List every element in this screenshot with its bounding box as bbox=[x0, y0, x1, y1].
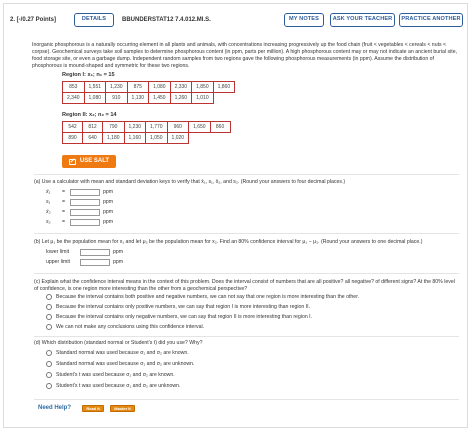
s1-row: s₁ = ppm bbox=[46, 199, 114, 206]
table-cell: 1,020 bbox=[167, 133, 189, 144]
field-label: x̄₁ bbox=[46, 189, 51, 196]
divider bbox=[34, 174, 459, 175]
table-row bbox=[63, 133, 231, 144]
unit-label: ppm bbox=[113, 249, 124, 256]
xbar2-row: x̄₂ = ppm bbox=[46, 209, 114, 216]
part-d-option-2[interactable] bbox=[46, 361, 195, 368]
table-row bbox=[63, 82, 235, 93]
question-content bbox=[32, 42, 460, 70]
table-cell: 1,860 bbox=[213, 82, 235, 93]
region-1-table bbox=[62, 81, 235, 104]
unit-label: ppm bbox=[113, 259, 124, 266]
table-cell: 890 bbox=[63, 133, 83, 144]
radio-button[interactable] bbox=[46, 304, 52, 310]
xbar1-row: x̄₁ = ppm bbox=[46, 189, 114, 196]
option-label: Student's t was used because σ₁ and σ₂ are known. bbox=[56, 372, 175, 378]
part-c-prompt: (c) Explain what the confidence interval means in the context of this problem. Does the interval consist of numbers that are all positive? all negative? of different signs? At the 80% level of confidence, is one region more interesting than the other from a geochemical perspective? bbox=[34, 279, 455, 292]
option-label: Standard normal was used because σ₁ and σ₂ are known. bbox=[56, 350, 189, 356]
question-card bbox=[3, 3, 468, 428]
need-help-label: Need Help? bbox=[38, 405, 72, 411]
unit-label: ppm bbox=[103, 219, 114, 226]
practice-another-button[interactable]: PRACTICE ANOTHER bbox=[399, 13, 463, 27]
problem-statement: Inorganic phosphorous is a naturally occurring element in all plants and animals, with concentrations increasing progressively up the food chain (fruit < vegetables < cereals < nuts < corpse). Geochemical surveys take soil samples to determine phosphorous content (in ppm, parts per million). A high phosphorous content may or may not indicate an ancient burial site, food storage site, or even a garbage dump. Independent random samples from two regions gave the following phosphorous measurements (in ppm). Assume the distribution of phosphorous is mound-shaped and symmetric for these two regions. bbox=[32, 42, 458, 70]
divider bbox=[34, 273, 459, 274]
region-2-table bbox=[62, 121, 231, 144]
region-1-label: Region I: x₁; n₁ = 15 bbox=[62, 72, 115, 78]
s1-input[interactable] bbox=[70, 199, 100, 206]
table-cell: 1,230 bbox=[124, 122, 146, 133]
divider bbox=[34, 233, 459, 234]
region-2-label: Region II: x₂; n₂ = 14 bbox=[62, 112, 117, 118]
details-button[interactable]: DETAILS bbox=[74, 13, 114, 27]
table-cell: 1,450 bbox=[149, 93, 171, 104]
question-header bbox=[4, 4, 467, 37]
radio-button[interactable] bbox=[46, 350, 52, 356]
table-cell: 1,180 bbox=[103, 133, 125, 144]
table-cell: 1,770 bbox=[146, 122, 168, 133]
table-cell: 1,650 bbox=[189, 122, 211, 133]
table-cell: 1,850 bbox=[192, 82, 214, 93]
field-label: x̄₂ bbox=[46, 209, 51, 216]
table-cell: 960 bbox=[167, 122, 189, 133]
s2-row: s₂ = ppm bbox=[46, 219, 114, 226]
unit-label: ppm bbox=[103, 189, 114, 196]
table-cell: 1,230 bbox=[106, 82, 128, 93]
xbar2-input[interactable] bbox=[70, 209, 100, 216]
table-cell: 542 bbox=[63, 122, 83, 133]
table-cell: 1,050 bbox=[146, 133, 168, 144]
field-label: s₁ bbox=[46, 199, 51, 206]
master-it-button[interactable]: Master It bbox=[110, 405, 135, 412]
option-label: We can not make any conclusions using this confidence interval. bbox=[56, 324, 205, 330]
use-salt-label: USE SALT bbox=[79, 157, 110, 164]
radio-button[interactable] bbox=[46, 314, 52, 320]
table-cell: 812 bbox=[83, 122, 103, 133]
radio-button[interactable] bbox=[46, 383, 52, 389]
radio-button[interactable] bbox=[46, 372, 52, 378]
option-label: Because the interval contains only negative numbers, we can say that region II is more interesting than region I. bbox=[56, 314, 313, 320]
option-label: Because the interval contains only positive numbers, we can say that region I is more interesting than region II. bbox=[56, 304, 311, 310]
ask-teacher-button[interactable]: ASK YOUR TEACHER bbox=[330, 13, 395, 27]
table-cell: 1,551 bbox=[84, 82, 106, 93]
lower-limit-row bbox=[46, 249, 123, 256]
table-cell: 1,080 bbox=[149, 82, 171, 93]
table-cell: 1,010 bbox=[192, 93, 214, 104]
reference-code: BBUNDERSTAT12 7.4.012.MI.S. bbox=[122, 17, 211, 23]
upper-limit-label: upper limit bbox=[46, 259, 70, 266]
table-cell: 640 bbox=[83, 133, 103, 144]
table-cell: 910 bbox=[106, 93, 128, 104]
option-label: Because the interval contains both positive and negative numbers, we can not say that one region is more interesting than the other. bbox=[56, 294, 360, 300]
divider bbox=[34, 399, 459, 400]
part-d-prompt: (d) Which distribution (standard normal or Student's t) did you use? Why? bbox=[34, 340, 203, 346]
lower-limit-input[interactable] bbox=[80, 249, 110, 256]
upper-limit-row bbox=[46, 259, 123, 266]
upper-limit-input[interactable] bbox=[80, 259, 110, 266]
part-c-option-1[interactable] bbox=[46, 294, 359, 301]
part-d-option-3[interactable] bbox=[46, 372, 175, 379]
table-cell: 1,080 bbox=[84, 93, 106, 104]
table-row bbox=[63, 122, 231, 133]
table-cell: 1,130 bbox=[127, 93, 149, 104]
divider bbox=[34, 336, 459, 337]
part-b-prompt: (b) Let μ₁ be the population mean for x₁ and let μ₂ be the population mean for x₂. Find an 80% confidence interval for μ₁ − μ₂. (Round your answers to one decimal place.) bbox=[34, 239, 423, 245]
table-cell: 2,340 bbox=[63, 93, 85, 104]
unit-label: ppm bbox=[103, 199, 114, 206]
table-cell: 853 bbox=[63, 82, 85, 93]
table-cell: 875 bbox=[127, 82, 149, 93]
lower-limit-label: lower limit bbox=[46, 249, 70, 256]
salt-calculator-icon bbox=[69, 159, 76, 165]
table-row bbox=[63, 93, 235, 104]
part-c-option-3[interactable] bbox=[46, 314, 312, 321]
option-label: Standard normal was used because σ₁ and σ₂ are unknown. bbox=[56, 361, 195, 367]
part-d-option-1[interactable] bbox=[46, 350, 189, 357]
s2-input[interactable] bbox=[70, 219, 100, 226]
part-c-option-2[interactable] bbox=[46, 304, 310, 311]
points-label: 2. [-/0.27 Points] bbox=[10, 17, 57, 23]
my-notes-button[interactable]: MY NOTES bbox=[284, 13, 324, 27]
radio-button[interactable] bbox=[46, 324, 52, 330]
part-d-option-4[interactable] bbox=[46, 383, 181, 390]
unit-label: ppm bbox=[103, 209, 114, 216]
table-cell: 1,260 bbox=[170, 93, 192, 104]
table-cell: 1,160 bbox=[124, 133, 146, 144]
xbar1-input[interactable] bbox=[70, 189, 100, 196]
part-a-prompt: (a) Use a calculator with mean and standard deviation keys to verify that x̄₁, s₁, x̄₂, and s₂. (Round your answers to four decimal places.) bbox=[34, 179, 346, 185]
use-salt-button[interactable] bbox=[62, 155, 116, 168]
table-cell: 790 bbox=[103, 122, 125, 133]
option-label: Student's t was used because σ₁ and σ₂ are unknown. bbox=[56, 383, 181, 389]
read-it-button[interactable]: Read It bbox=[82, 405, 104, 412]
table-cell: 860 bbox=[210, 122, 230, 133]
radio-button[interactable] bbox=[46, 361, 52, 367]
part-c-option-4[interactable] bbox=[46, 324, 204, 331]
field-label: s₂ bbox=[46, 219, 51, 226]
radio-button[interactable] bbox=[46, 294, 52, 300]
table-cell: 2,330 bbox=[170, 82, 192, 93]
